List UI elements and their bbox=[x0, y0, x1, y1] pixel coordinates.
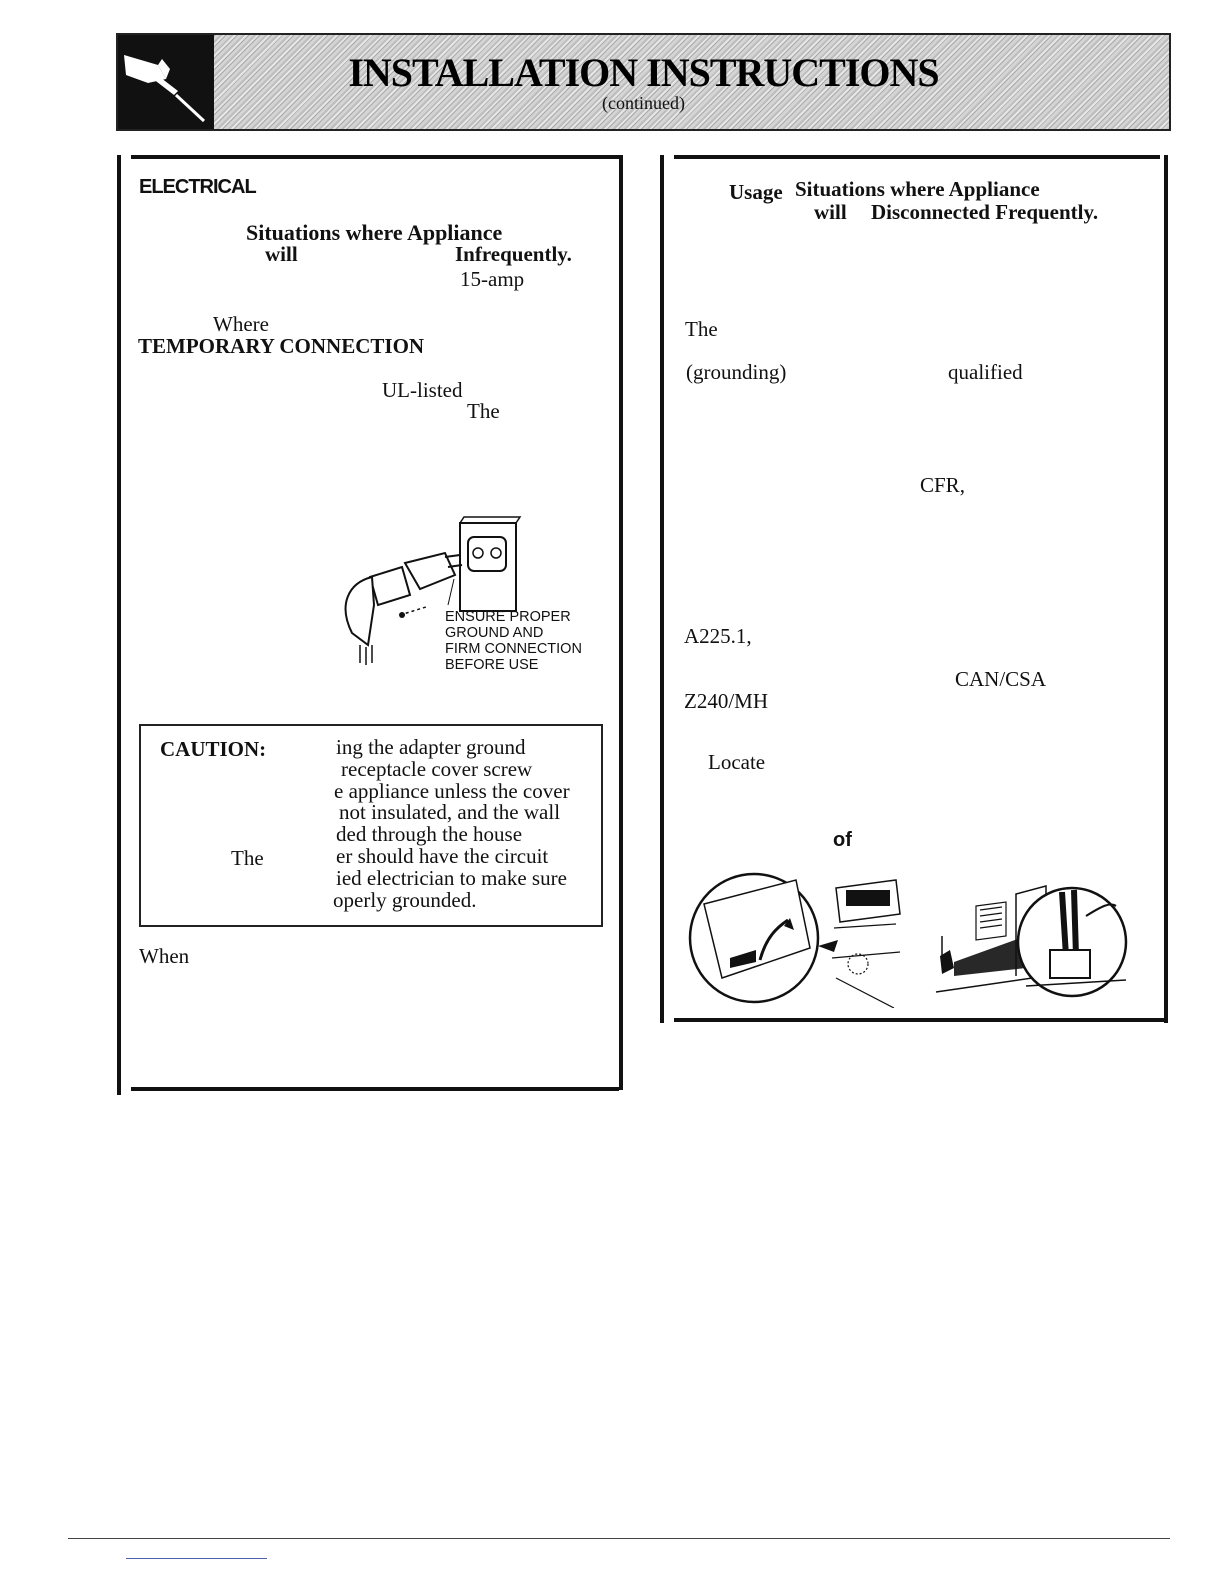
right-column-border-left bbox=[660, 155, 664, 1023]
junction-box-illustration bbox=[926, 876, 1138, 998]
left-column-border-left bbox=[117, 155, 121, 1095]
the-text-right: The bbox=[685, 317, 718, 341]
left-column-border-right bbox=[619, 155, 623, 1090]
cfr-text: CFR, bbox=[920, 473, 965, 497]
footer-link-rule bbox=[126, 1558, 267, 1559]
range-cord-illustration bbox=[686, 868, 906, 1008]
footer-rule bbox=[68, 1538, 1170, 1539]
where-text: Where bbox=[213, 312, 269, 336]
infrequent-heading-will: will bbox=[265, 242, 298, 266]
amp-rating-text: 15-amp bbox=[460, 267, 525, 291]
right-column-border-right bbox=[1164, 155, 1168, 1023]
figure-caption: ENSURE PROPER GROUND AND FIRM CONNECTION BEFORE USE bbox=[445, 609, 582, 673]
a225-text: A225.1, bbox=[684, 624, 752, 648]
header-banner bbox=[116, 33, 1171, 131]
when-text: When bbox=[139, 944, 190, 968]
frequent-heading-disconnected: Disconnected Frequently. bbox=[871, 200, 1099, 224]
infrequent-heading-line1: Situations where Appliance bbox=[246, 220, 503, 245]
page-title: INSTALLATION INSTRUCTIONS bbox=[348, 50, 939, 95]
frequent-heading-will: will bbox=[814, 200, 847, 224]
caution-label: CAUTION: bbox=[160, 737, 267, 761]
right-column-bottom-rule bbox=[674, 1018, 1164, 1022]
locate-text: Locate bbox=[708, 750, 766, 774]
section-heading-electrical: ELECTRICAL bbox=[139, 176, 256, 198]
right-column-top-rule bbox=[674, 155, 1160, 159]
frequent-heading-usage: Usage bbox=[729, 180, 783, 204]
temporary-connection-heading: TEMPORARY CONNECTION bbox=[138, 334, 425, 358]
of-text: of bbox=[833, 829, 852, 851]
grounding-text: (grounding) bbox=[686, 360, 787, 384]
caution-the: The bbox=[231, 846, 264, 870]
frequent-heading-line1: Situations where Appliance bbox=[795, 177, 1040, 201]
infrequent-heading-infrequently: Infrequently. bbox=[455, 242, 572, 266]
page-subtitle: (continued) bbox=[602, 93, 685, 113]
the-text-left: The bbox=[467, 399, 500, 423]
z240-text: Z240/MH bbox=[684, 689, 768, 713]
left-column-bottom-rule bbox=[131, 1087, 619, 1091]
cancsa-text: CAN/CSA bbox=[955, 667, 1047, 691]
ul-listed-text: UL-listed bbox=[382, 378, 463, 402]
left-column-top-rule bbox=[131, 155, 619, 159]
qualified-text: qualified bbox=[948, 360, 1023, 384]
caution-text: ing the adapter ground receptacle cover screw e appliance unless the cover not insulated, and the wall ded through the house er should have the circuit ied electrician to make sure operly grounded. bbox=[333, 735, 570, 912]
